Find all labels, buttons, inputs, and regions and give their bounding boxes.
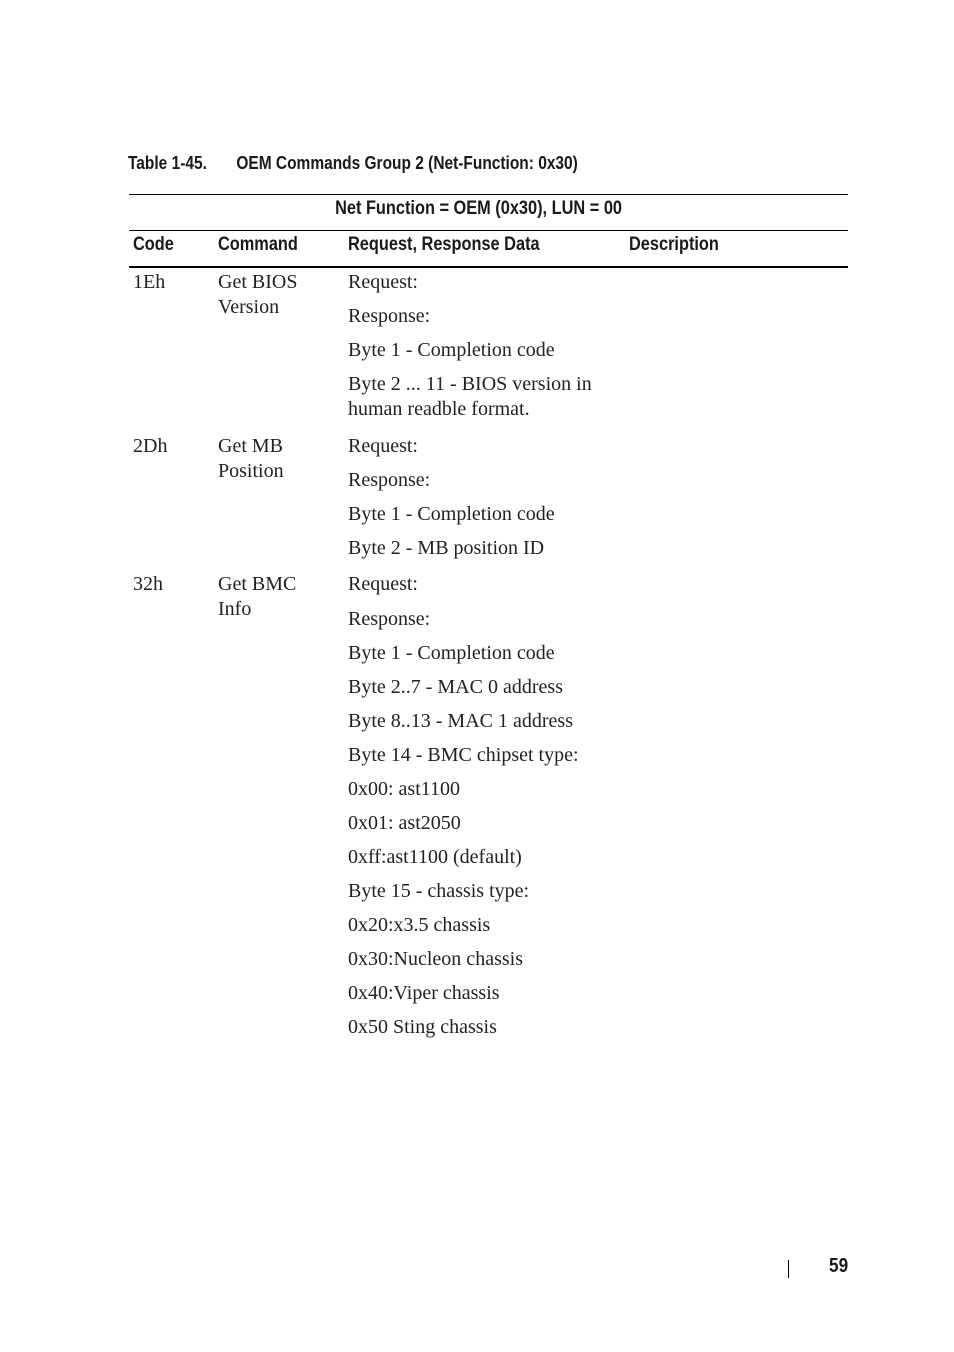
header-description: Description: [629, 234, 719, 255]
header-command: Command: [218, 234, 298, 255]
data-cell-line: Byte 2 ... 11 - BIOS version in: [348, 373, 592, 395]
header-code: Code: [133, 234, 174, 255]
data-cell-line: 0x40:Viper chassis: [348, 982, 500, 1004]
command-cell-line: Info: [218, 598, 252, 620]
top-rule: [129, 194, 848, 195]
code-cell: 32h: [133, 573, 163, 595]
data-cell-line: Byte 1 - Completion code: [348, 642, 555, 664]
table-title: OEM Commands Group 2 (Net-Function: 0x30): [236, 153, 578, 173]
command-cell-line: Version: [218, 296, 280, 318]
data-cell-line: Byte 1 - Completion code: [348, 339, 555, 361]
table-number: Table 1-45.: [128, 153, 207, 173]
data-cell-line: 0x01: ast2050: [348, 812, 461, 834]
code-cell: 1Eh: [133, 271, 166, 293]
data-cell-line: Request:: [348, 271, 418, 293]
command-cell-line: Get BMC: [218, 573, 297, 595]
data-cell-line: Request:: [348, 435, 418, 457]
data-cell-line: Byte 15 - chassis type:: [348, 880, 530, 902]
command-cell-line: Position: [218, 460, 284, 482]
data-cell-line: human readble format.: [348, 398, 530, 420]
data-cell-line: 0x50 Sting chassis: [348, 1016, 497, 1038]
data-cell-line: 0x20:x3.5 chassis: [348, 914, 491, 936]
data-cell-line: Response:: [348, 469, 431, 491]
data-cell-line: Byte 8..13 - MAC 1 address: [348, 710, 573, 732]
header-rule: [129, 266, 848, 268]
data-cell-line: Response:: [348, 305, 431, 327]
page-number: 59: [829, 1255, 849, 1277]
command-cell-line: Get BIOS: [218, 271, 298, 293]
data-cell-line: Byte 2 - MB position ID: [348, 537, 545, 559]
data-cell-line: Request:: [348, 573, 418, 595]
header-request-response: Request, Response Data: [348, 234, 540, 255]
command-cell-line: Get MB: [218, 435, 283, 457]
net-function-header: Net Function = OEM (0x30), LUN = 00: [335, 198, 622, 219]
data-cell-line: Byte 1 - Completion code: [348, 503, 555, 525]
net-function-rule: [129, 230, 848, 231]
page-number-divider: [788, 1260, 789, 1278]
data-cell-line: Byte 14 - BMC chipset type:: [348, 744, 579, 766]
code-cell: 2Dh: [133, 435, 168, 457]
table-caption: [128, 153, 578, 174]
data-cell-line: 0x00: ast1100: [348, 778, 461, 800]
data-cell-line: 0xff:ast1100 (default): [348, 846, 522, 868]
data-cell-line: Response:: [348, 608, 431, 630]
data-cell-line: Byte 2..7 - MAC 0 address: [348, 676, 563, 698]
data-cell-line: 0x30:Nucleon chassis: [348, 948, 523, 970]
